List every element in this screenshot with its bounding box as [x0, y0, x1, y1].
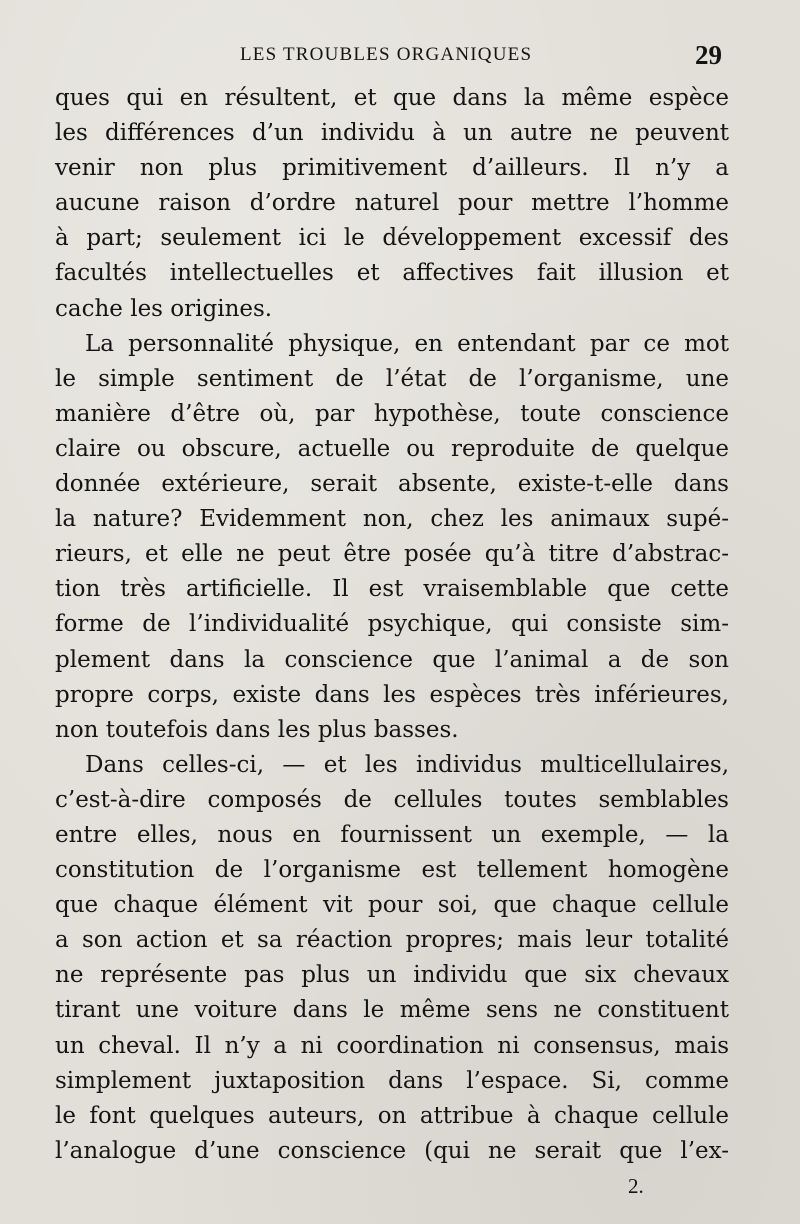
text-line: forme de l’individualité psychique, qui consiste sim-: [55, 611, 729, 638]
text-line: tion très artificielle. Il est vraisemblable que cette: [55, 576, 729, 603]
text-line: La personnalité physique, en entendant par ce mot: [85, 330, 729, 357]
text-line: simplement juxtaposition dans l’espace. Si, comme: [55, 1067, 729, 1094]
text-line: ne représente pas plus un individu que six chevaux: [55, 962, 729, 989]
text-line: un cheval. Il n’y a ni coordination ni consensus, mais: [55, 1032, 729, 1059]
text-line: le font quelques auteurs, on attribue à chaque cellule: [55, 1102, 729, 1129]
text-line: plement dans la conscience que l’animal a de son: [55, 646, 729, 673]
text-line: manière d’être où, par hypothèse, toute conscience: [55, 400, 729, 427]
text-line: les différences d’un individu à un autre ne peuvent: [55, 120, 729, 147]
text-line: que chaque élément vit pour soi, que chaque cellule: [55, 892, 729, 919]
text-line: claire ou obscure, actuelle ou reproduite de quelque: [55, 435, 729, 462]
text-line: la nature? Evidemment non, chez les animaux supé-: [55, 506, 729, 533]
text-line: constitution de l’organisme est tellement homogène: [55, 857, 729, 884]
page-number: 29: [695, 40, 722, 70]
text-line: aucune raison d’ordre naturel pour mettre l’homme: [55, 190, 729, 217]
text-line: propre corps, existe dans les espèces très inférieures,: [55, 681, 729, 708]
signature-mark: 2.: [628, 1174, 644, 1198]
text-line: le simple sentiment de l’état de l’organisme, une: [55, 365, 729, 392]
text-line: a son action et sa réaction propres; mais leur totalité: [55, 927, 729, 954]
text-line: facultés intellectuelles et affectives fait illusion et: [55, 260, 729, 287]
text-line: l’analogue d’une conscience (qui ne serait que l’ex-: [55, 1137, 729, 1164]
text-line: cache les origines.: [55, 295, 273, 322]
text-line: rieurs, et elle ne peut être posée qu’à titre d’abstrac-: [55, 541, 729, 568]
text-line: donnée extérieure, serait absente, existe-t-elle dans: [55, 471, 729, 498]
text-line: à part; seulement ici le développement excessif des: [55, 225, 729, 252]
running-title: LES TROUBLES ORGANIQUES: [240, 44, 533, 65]
running-head: [0, 40, 800, 74]
text-line: tirant une voiture dans le même sens ne constituent: [55, 997, 729, 1024]
text-line: Dans celles-ci, — et les individus multicellulaires,: [85, 751, 729, 778]
text-line: non toutefois dans les plus basses.: [55, 716, 459, 743]
text-line: ques qui en résultent, et que dans la même espèce: [55, 85, 729, 111]
body-text: [55, 81, 729, 1169]
text-line: venir non plus primitivement d’ailleurs. Il n’y a: [55, 155, 729, 182]
text-line: c’est-à-dire composés de cellules toutes semblables: [55, 786, 729, 813]
text-line: entre elles, nous en fournissent un exemple, — la: [55, 821, 729, 848]
